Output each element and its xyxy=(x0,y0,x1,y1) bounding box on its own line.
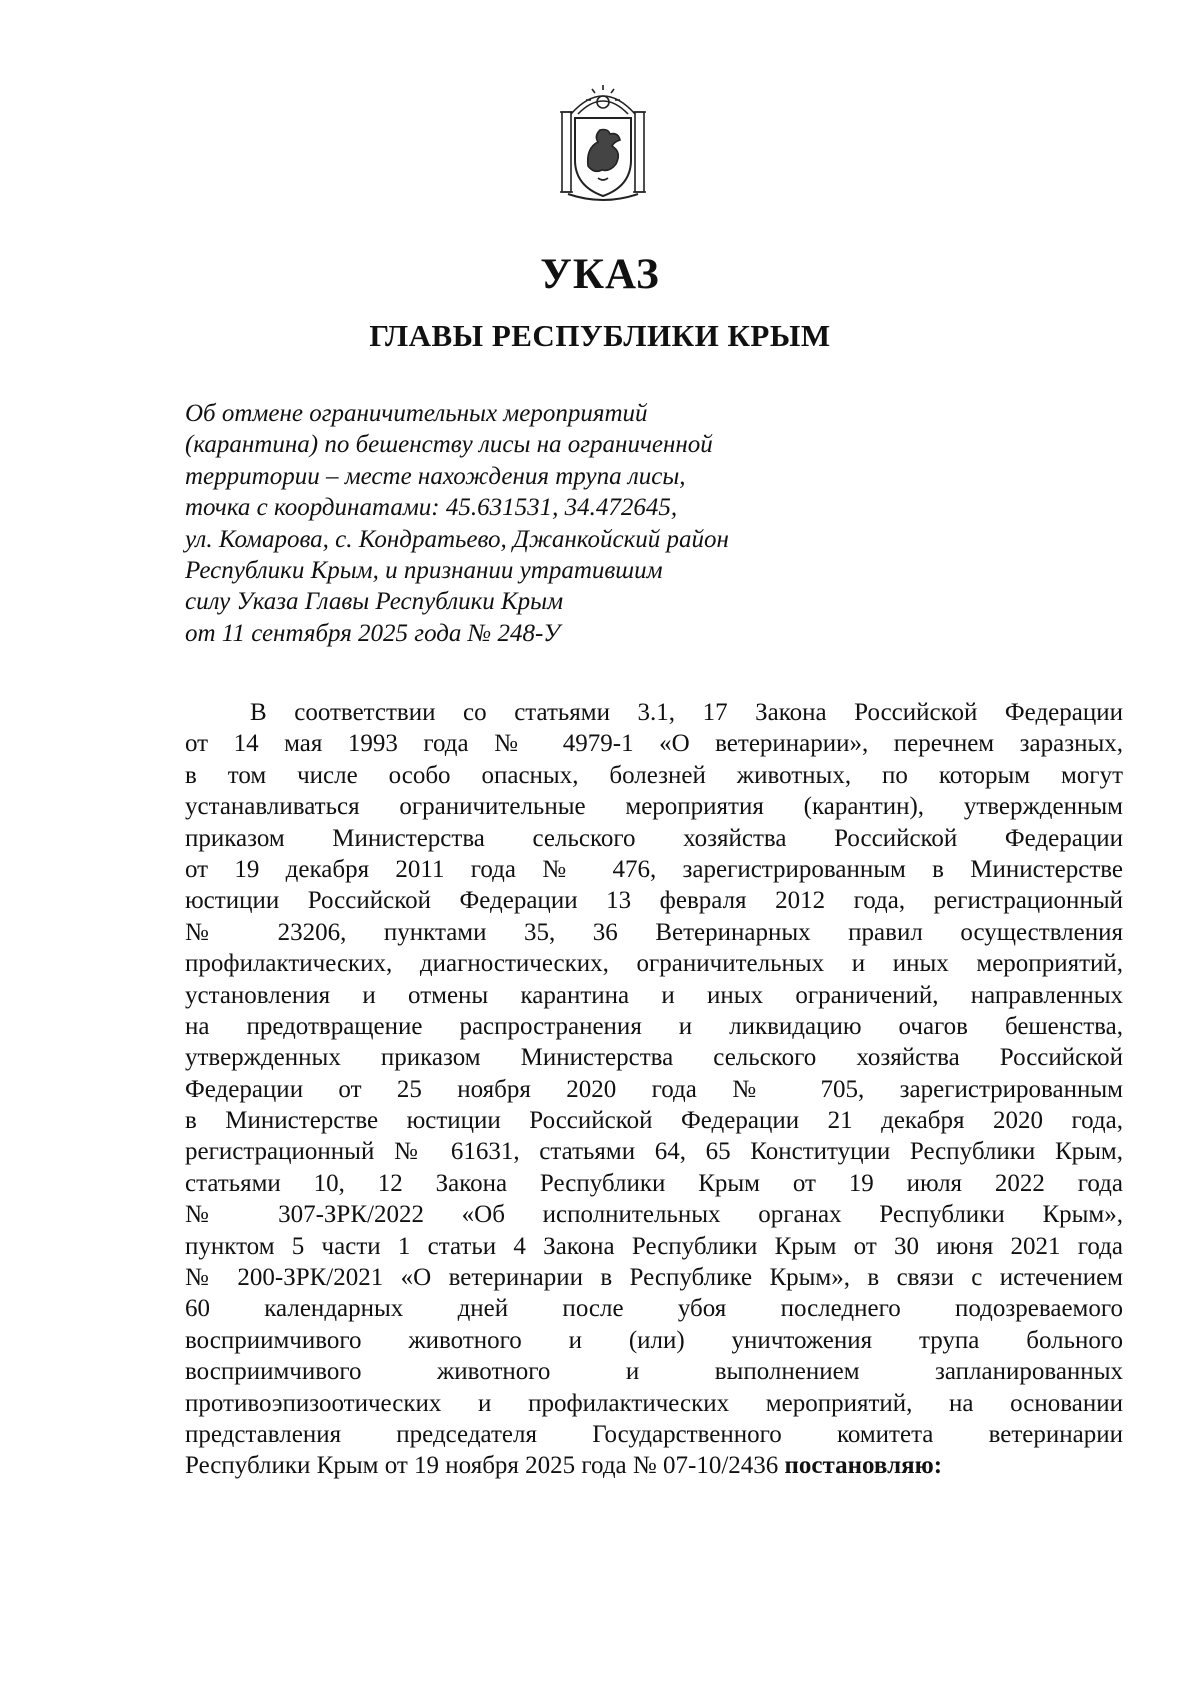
subject-line: от 11 сентября 2025 года № 248-У xyxy=(185,619,561,647)
body-line: от 19 декабря 2011 года № 476, зарегистрированным в Министерстве xyxy=(185,855,1123,883)
subject-line: территории – месте нахождения трупа лисы, xyxy=(185,462,686,490)
body-line: 60 календарных дней после убоя последнего подозреваемого xyxy=(185,1295,1123,1323)
body-line: установления и отмены карантина и иных ограничений, направленных xyxy=(185,981,1123,1009)
crimea-coat-of-arms-icon xyxy=(558,82,648,202)
body-line: в Министерстве юстиции Российской Федерации 21 декабря 2020 года, xyxy=(185,1107,1123,1135)
body-line: устанавливаться ограничительные мероприятия (карантин), утвержденным xyxy=(185,793,1123,821)
body-line: пунктом 5 части 1 статьи 4 Закона Республики Крым от 30 июня 2021 года xyxy=(185,1232,1123,1260)
body-line: утвержденных приказом Министерства сельского хозяйства Российской xyxy=(185,1044,1123,1072)
body-line: юстиции Российской Федерации 13 февраля 2012 года, регистрационный xyxy=(185,887,1123,915)
body-line: № 307-ЗРК/2022 «Об исполнительных органах Республики Крым», xyxy=(185,1201,1123,1229)
subject-line: ул. Комарова, с. Кондратьево, Джанкойский район xyxy=(185,525,729,553)
decree-body xyxy=(185,697,1123,1482)
body-line-text: Республики Крым от 19 ноября 2025 года № 07-10/2436 xyxy=(185,1452,779,1480)
decree-subject xyxy=(185,398,825,649)
document-title: УКАЗ xyxy=(540,251,660,298)
body-line: статьями 10, 12 Закона Республики Крым от 19 июля 2022 года xyxy=(185,1169,1123,1197)
body-line: В соответствии со статьями 3.1, 17 Закона Российской Федерации xyxy=(250,699,1123,726)
document-subtitle: ГЛАВЫ РЕСПУБЛИКИ КРЫМ xyxy=(369,318,831,353)
body-line: профилактических, диагностических, ограничительных и иных мероприятий, xyxy=(185,950,1123,978)
body-line: № 23206, пунктами 35, 36 Ветеринарных правил осуществления xyxy=(185,918,1123,946)
subject-line: Об отмене ограничительных мероприятий xyxy=(185,400,648,427)
body-line: восприимчивого животного и (или) уничтожения трупа больного xyxy=(185,1326,1123,1354)
subject-line: (карантина) по бешенству лисы на ограниченной xyxy=(185,431,713,459)
subject-line: силу Указа Главы Республики Крым xyxy=(185,588,564,616)
body-line: Федерации от 25 ноября 2020 года № 705, зарегистрированным xyxy=(185,1075,1123,1103)
body-line: № 200-ЗРК/2021 «О ветеринарии в Республике Крым», в связи с истечением xyxy=(185,1264,1123,1292)
body-line: противоэпизоотических и профилактических мероприятий, на основании xyxy=(185,1389,1123,1417)
body-line: на предотвращение распространения и ликвидацию очагов бешенства, xyxy=(185,1012,1123,1040)
body-line: восприимчивого животного и выполнением запланированных xyxy=(185,1358,1123,1386)
subject-line: точка с координатами: 45.631531, 34.472645, xyxy=(185,494,678,522)
body-line xyxy=(185,1450,1123,1481)
body-line: регистрационный № 61631, статьями 64, 65 Конституции Республики Крым, xyxy=(185,1138,1123,1166)
body-line: приказом Министерства сельского хозяйства Российской Федерации xyxy=(185,824,1123,852)
decree-word: постановляю: xyxy=(784,1452,943,1480)
body-line: от 14 мая 1993 года № 4979-1 «О ветеринарии», перечнем заразных, xyxy=(185,730,1123,758)
body-line: представления председателя Государственного комитета ветеринарии xyxy=(185,1420,1123,1448)
subject-line: Республики Крым, и признании утратившим xyxy=(185,557,663,585)
body-line: в том числе особо опасных, болезней животных, по которым могут xyxy=(185,761,1123,789)
